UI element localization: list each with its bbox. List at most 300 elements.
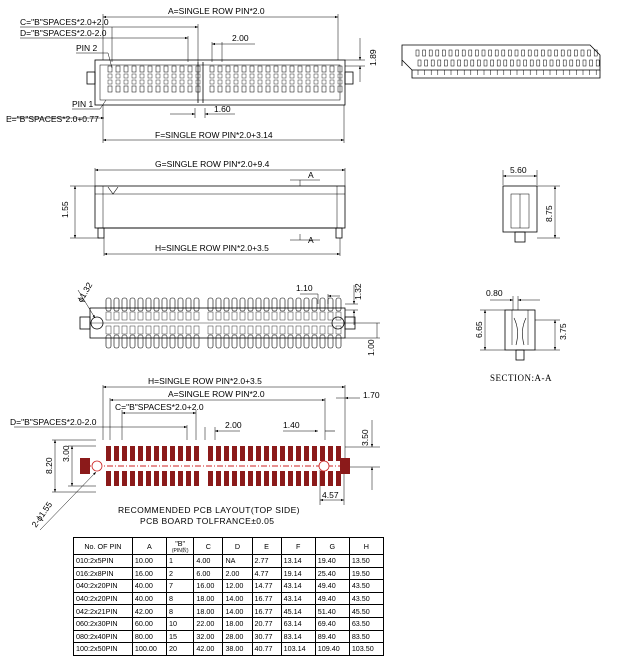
table-cell: 18.00 <box>194 605 223 618</box>
dim-0-80-label: 0.80 <box>486 288 503 298</box>
top-pin <box>226 80 230 84</box>
top-pin <box>210 80 214 84</box>
dim-3-75-label: 3.75 <box>558 323 568 340</box>
bottom-pin <box>312 298 317 311</box>
pcb-pad <box>122 471 127 486</box>
table-cell: 14.00 <box>223 592 252 605</box>
iso-pin <box>590 60 593 66</box>
bottom-pin <box>186 326 191 334</box>
top-pin <box>124 74 128 78</box>
top-pin <box>274 80 278 84</box>
top-pin <box>116 86 120 92</box>
table-cell: 010:2x5PIN <box>74 555 133 568</box>
bottom-pin <box>138 326 143 334</box>
pcb-pad <box>280 471 285 486</box>
bottom-pin <box>146 298 151 311</box>
pcb-pad <box>194 471 199 486</box>
bottom-pin <box>272 335 277 348</box>
table-header-cell: G <box>315 538 349 555</box>
bottom-pin <box>224 326 229 334</box>
bottom-pin <box>178 312 183 320</box>
table-cell: 13.50 <box>349 555 383 568</box>
table-cell: 19.40 <box>315 555 349 568</box>
table-cell: 80.00 <box>132 630 166 643</box>
table-row <box>74 580 384 593</box>
top-pin <box>306 80 310 84</box>
bottom-pin <box>208 335 213 348</box>
top-pin <box>164 86 168 92</box>
table-header-cell <box>166 538 193 555</box>
iso-pin <box>583 60 586 66</box>
top-pin <box>148 74 152 78</box>
dim-8-75-label: 8.75 <box>544 205 554 222</box>
bottom-pin <box>130 335 135 348</box>
iso-pin <box>537 60 540 66</box>
bottom-pin <box>288 312 293 320</box>
bottom-pin <box>106 298 111 311</box>
pcb-pad <box>154 471 159 486</box>
table-cell: 43.14 <box>281 580 315 593</box>
top-pin <box>250 74 254 78</box>
top-pin <box>172 80 176 84</box>
dim-1-32-label: 1.32 <box>353 283 363 300</box>
pcb-dim-3-00-label: 3.00 <box>61 445 71 462</box>
bottom-pin <box>106 312 111 320</box>
bottom-pin <box>146 312 151 320</box>
top-pin <box>108 66 112 72</box>
pcb-pad <box>304 471 309 486</box>
bottom-pin <box>288 298 293 311</box>
top-pin <box>124 66 128 72</box>
pcb-dim-2-00-label: 2.00 <box>225 420 242 430</box>
pcb-hole-right <box>319 461 329 471</box>
pcb-dim-1-70-label: 1.70 <box>363 390 380 400</box>
bottom-pin <box>178 335 183 348</box>
bottom-pin <box>272 312 277 320</box>
iso-pin <box>543 60 546 66</box>
bottom-pin <box>232 312 237 320</box>
table-header-cell: E <box>252 538 281 555</box>
table-cell: 83.50 <box>349 630 383 643</box>
top-pin <box>266 86 270 92</box>
top-pin <box>116 80 120 84</box>
bottom-pin <box>194 312 199 320</box>
table-header-b-sub: (PIN数) <box>171 548 189 554</box>
bottom-pin <box>248 326 253 334</box>
top-pin <box>298 86 302 92</box>
table-row <box>74 630 384 643</box>
bottom-pin <box>312 326 317 334</box>
top-pin <box>242 80 246 84</box>
pcb-pad <box>256 471 261 486</box>
pcb-dim-h-label: H=SINGLE ROW PIN*2.0+3.5 <box>148 376 262 386</box>
top-pin <box>210 86 214 92</box>
iso-pin <box>541 50 544 56</box>
top-pin <box>314 86 318 92</box>
bottom-pin <box>114 312 119 320</box>
pcb-mount-pad-left <box>80 458 90 474</box>
pcb-pad <box>224 471 229 486</box>
pcb-pad <box>122 446 127 461</box>
table-cell: 51.40 <box>315 605 349 618</box>
pcb-dim-8-20-label: 8.20 <box>44 457 54 474</box>
bottom-pin <box>170 335 175 348</box>
iso-pin <box>425 60 428 66</box>
pcb-pad <box>240 471 245 486</box>
table-cell: 6.00 <box>194 567 223 580</box>
bottom-pin <box>248 298 253 311</box>
pcb-pad <box>208 446 213 461</box>
pcb-pad <box>138 446 143 461</box>
section-labels <box>474 288 568 383</box>
iso-pin <box>555 50 558 56</box>
top-pin <box>266 80 270 84</box>
pcb-pad <box>296 471 301 486</box>
top-pin <box>330 66 334 72</box>
bottom-pin <box>178 326 183 334</box>
pcb-pad <box>130 446 135 461</box>
top-pin <box>180 66 184 72</box>
bottom-pin <box>296 298 301 311</box>
iso-pin <box>471 60 474 66</box>
top-pin <box>274 86 278 92</box>
bottom-pin <box>162 326 167 334</box>
top-view-housing <box>95 60 345 105</box>
table-cell: 10 <box>166 617 193 630</box>
iso-pin <box>469 50 472 56</box>
top-pin <box>250 86 254 92</box>
top-pin <box>290 80 294 84</box>
bottom-pin <box>256 326 261 334</box>
bottom-pin <box>328 335 333 348</box>
pcb-pad <box>320 446 325 461</box>
pcb-pad <box>106 446 111 461</box>
iso-pin <box>438 60 441 66</box>
top-pin <box>330 86 334 92</box>
table-cell: 12.00 <box>223 580 252 593</box>
table-cell: 2.00 <box>223 567 252 580</box>
table-header-cell: F <box>281 538 315 555</box>
iso-pin <box>524 60 527 66</box>
iso-pin <box>456 50 459 56</box>
dim-1-60-label: 1.60 <box>214 104 231 114</box>
top-pin <box>210 66 214 72</box>
table-header-b: "B" <box>175 539 186 548</box>
bottom-pin <box>248 335 253 348</box>
table-cell: 42.00 <box>132 605 166 618</box>
bottom-pin <box>288 326 293 334</box>
top-pin <box>282 80 286 84</box>
table-cell: 32.00 <box>194 630 223 643</box>
top-pin <box>266 74 270 78</box>
dim-e-label: E="B"SPACES*2.0+0.77 <box>6 114 99 124</box>
pcb-pad <box>146 446 151 461</box>
table-cell: 28.00 <box>223 630 252 643</box>
bottom-pin <box>304 335 309 348</box>
iso-pin <box>515 50 518 56</box>
top-pin <box>282 74 286 78</box>
top-pin <box>322 86 326 92</box>
pcb-pad <box>146 471 151 486</box>
top-pin <box>132 74 136 78</box>
bottom-pin <box>186 335 191 348</box>
bottom-pin <box>154 298 159 311</box>
pcb-pad <box>216 446 221 461</box>
top-pin <box>164 80 168 84</box>
iso-pin <box>495 50 498 56</box>
table-row <box>74 567 384 580</box>
top-pin <box>226 66 230 72</box>
table-cell: 14.77 <box>252 580 281 593</box>
table-row <box>74 643 384 656</box>
iso-pin <box>458 60 461 66</box>
top-pin <box>140 66 144 72</box>
top-pin <box>108 80 112 84</box>
table-cell: 042:2x21PIN <box>74 605 133 618</box>
top-pin <box>282 86 286 92</box>
top-pin <box>290 86 294 92</box>
top-pin <box>290 74 294 78</box>
bottom-pin <box>336 312 341 320</box>
iso-pin <box>568 50 571 56</box>
bottom-pin <box>304 298 309 311</box>
bottom-pin <box>130 312 135 320</box>
bottom-pin <box>320 335 325 348</box>
top-pin <box>218 80 222 84</box>
iso-pin <box>561 50 564 56</box>
bottom-pin <box>224 298 229 311</box>
pin-1-label: PIN 1 <box>72 99 94 109</box>
bottom-pin <box>232 326 237 334</box>
top-pin <box>172 86 176 92</box>
bottom-pin <box>208 312 213 320</box>
table-cell: 18.00 <box>194 592 223 605</box>
top-pin <box>234 74 238 78</box>
dim-1-00-label: 1.00 <box>366 339 376 356</box>
table-cell: 69.40 <box>315 617 349 630</box>
iso-pin <box>475 50 478 56</box>
bottom-pin <box>146 326 151 334</box>
bottom-pin <box>154 326 159 334</box>
table-cell: 100.00 <box>132 643 166 656</box>
pcb-pad <box>106 471 111 486</box>
bottom-pin <box>264 298 269 311</box>
table-cell: 10.00 <box>132 555 166 568</box>
bottom-pin <box>304 326 309 334</box>
pcb-pad <box>186 446 191 461</box>
pcb-dim-a-label: A=SINGLE ROW PIN*2.0 <box>168 389 265 399</box>
table-cell: 4.77 <box>252 567 281 580</box>
top-pin <box>258 80 262 84</box>
top-pin <box>330 74 334 78</box>
table-cell: 103.14 <box>281 643 315 656</box>
top-pin <box>258 86 262 92</box>
table-header-row <box>74 538 384 555</box>
top-pin <box>188 74 192 78</box>
pcb-note-layout: RECOMMENDED PCB LAYOUT(TOP SIDE) <box>118 505 300 515</box>
iso-pin <box>444 60 447 66</box>
top-pin <box>290 66 294 72</box>
section-body <box>505 310 535 350</box>
bottom-pin <box>138 298 143 311</box>
iso-pin <box>497 60 500 66</box>
dim-d-label: D="B"SPACES*2.0-2.0 <box>20 28 107 38</box>
bottom-pin <box>194 335 199 348</box>
top-pin <box>314 74 318 78</box>
table-cell: 109.40 <box>315 643 349 656</box>
table-cell: 7 <box>166 580 193 593</box>
top-pin <box>218 86 222 92</box>
top-pin <box>322 80 326 84</box>
table-cell: 45.14 <box>281 605 315 618</box>
bottom-pin <box>328 298 333 311</box>
dim-1-55-label: 1.55 <box>60 201 70 218</box>
table-cell: 22.00 <box>194 617 223 630</box>
table-cell: 43.50 <box>349 592 383 605</box>
table-body <box>74 555 384 656</box>
table-cell: 060:2x30PIN <box>74 617 133 630</box>
iso-pin <box>449 50 452 56</box>
bottom-pin <box>320 326 325 334</box>
table-cell: 45.50 <box>349 605 383 618</box>
bottom-pin <box>170 326 175 334</box>
table-cell: 16.77 <box>252 592 281 605</box>
pcb-pad <box>288 446 293 461</box>
iso-pin <box>436 50 439 56</box>
bottom-pin <box>312 312 317 320</box>
iso-pin <box>462 50 465 56</box>
bottom-pin <box>216 335 221 348</box>
pcb-pad <box>186 471 191 486</box>
table-cell: 016:2x8PIN <box>74 567 133 580</box>
top-pin <box>140 86 144 92</box>
bottom-pin <box>328 312 333 320</box>
table-cell: 18.00 <box>223 617 252 630</box>
top-pin <box>148 66 152 72</box>
table-cell: 8 <box>166 605 193 618</box>
pcb-pad <box>154 446 159 461</box>
top-pin <box>306 86 310 92</box>
top-pin <box>124 86 128 92</box>
bottom-pin <box>304 312 309 320</box>
bottom-pin <box>256 312 261 320</box>
top-pin <box>140 80 144 84</box>
bottom-pin <box>122 335 127 348</box>
top-pin <box>298 74 302 78</box>
top-pin <box>258 66 262 72</box>
pcb-pad <box>328 446 333 461</box>
pcb-dim-d-label: D="B"SPACES*2.0-2.0 <box>10 417 97 427</box>
bottom-pin <box>328 326 333 334</box>
top-pin <box>274 66 278 72</box>
top-view-pins <box>108 66 342 92</box>
pcb-dim-4-57-label: 4.57 <box>322 490 339 500</box>
bottom-pin <box>114 326 119 334</box>
top-pin <box>132 80 136 84</box>
pcb-dim-1-40-label: 1.40 <box>283 420 300 430</box>
iso-pin <box>557 60 560 66</box>
bottom-pin <box>170 298 175 311</box>
table-cell: 25.40 <box>315 567 349 580</box>
dim-g-label: G=SINGLE ROW PIN*2.0+9.4 <box>155 159 270 169</box>
bottom-pin <box>138 312 143 320</box>
bottom-pin <box>216 312 221 320</box>
bottom-pin <box>154 312 159 320</box>
pcb-pad <box>194 446 199 461</box>
pcb-mount-pad-right <box>340 458 350 474</box>
bottom-pin <box>256 335 261 348</box>
dim-5-60-label: 5.60 <box>510 165 527 175</box>
pcb-pad <box>328 471 333 486</box>
iso-pin <box>522 50 525 56</box>
bottom-pin <box>162 335 167 348</box>
bottom-pin <box>186 312 191 320</box>
bottom-pin <box>106 326 111 334</box>
table-cell: 15 <box>166 630 193 643</box>
pcb-pad <box>224 446 229 461</box>
top-pin <box>242 66 246 72</box>
top-pin <box>124 80 128 84</box>
bottom-pin <box>208 326 213 334</box>
pcb-pad <box>232 471 237 486</box>
table-cell: 43.50 <box>349 580 383 593</box>
table-cell: 16.77 <box>252 605 281 618</box>
pcb-pad <box>312 446 317 461</box>
dim-c-label: C="B"SPACES*2.0+2.0 <box>20 17 109 27</box>
bottom-pin <box>224 335 229 348</box>
table-cell: 19.50 <box>349 567 383 580</box>
top-pin <box>148 86 152 92</box>
bottom-pin <box>336 326 341 334</box>
pcb-copper <box>80 446 350 486</box>
iso-pin <box>464 60 467 66</box>
pcb-pad <box>264 471 269 486</box>
top-pin <box>234 66 238 72</box>
bottom-pin <box>240 312 245 320</box>
pcb-pad <box>280 446 285 461</box>
pcb-pad <box>304 446 309 461</box>
bottom-view-labels <box>75 280 376 356</box>
iso-pin <box>517 60 520 66</box>
top-pin <box>218 74 222 78</box>
table-cell: 8 <box>166 592 193 605</box>
top-pin <box>132 66 136 72</box>
top-pin <box>180 80 184 84</box>
bottom-pin <box>288 335 293 348</box>
bottom-pin <box>272 326 277 334</box>
top-pin <box>172 74 176 78</box>
top-pin <box>188 80 192 84</box>
bottom-pin <box>114 335 119 348</box>
dim-a-label: A=SINGLE ROW PIN*2.0 <box>168 6 265 16</box>
table-cell: 40.00 <box>132 580 166 593</box>
bottom-pin <box>336 298 341 311</box>
top-pin <box>164 66 168 72</box>
table-cell: 20.77 <box>252 617 281 630</box>
iso-pin <box>431 60 434 66</box>
iso-pin <box>418 60 421 66</box>
top-pin <box>148 80 152 84</box>
table-row <box>74 592 384 605</box>
bottom-pin <box>162 298 167 311</box>
top-pin <box>298 80 302 84</box>
bottom-pin <box>256 298 261 311</box>
top-pin <box>116 66 120 72</box>
pcb-pad <box>256 446 261 461</box>
table-cell: 16.00 <box>194 580 223 593</box>
pcb-pad <box>178 446 183 461</box>
iso-pin <box>528 50 531 56</box>
